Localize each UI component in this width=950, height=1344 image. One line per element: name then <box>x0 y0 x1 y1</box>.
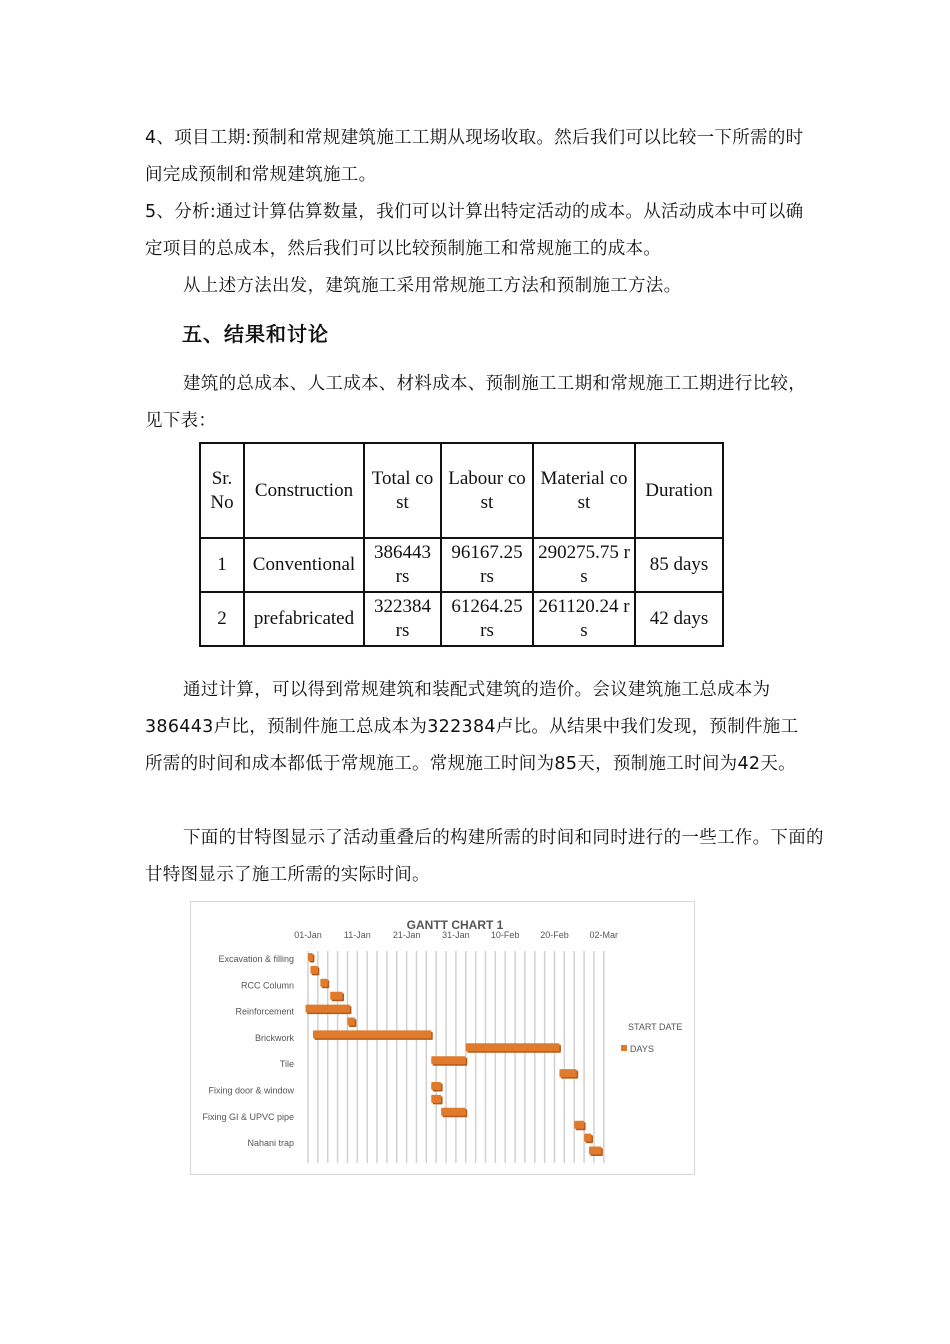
legend-start-date: START DATE <box>628 1022 683 1032</box>
category-label: Brickwork <box>254 1032 294 1043</box>
x-tick-label: 01-Jan <box>294 930 322 940</box>
table-cell: 2 <box>200 592 244 646</box>
gantt-bar <box>431 1056 466 1064</box>
gantt-bar <box>466 1043 560 1051</box>
gantt-bar <box>589 1147 601 1155</box>
paragraph-gantt-intro: 下面的甘特图显示了活动重叠后的构建所需的时间和同时进行的一些工作。下面的甘特图显示了施工所需的实际时间。 <box>145 828 824 885</box>
x-tick-label: 10-Feb <box>490 930 520 940</box>
gantt-bar <box>320 979 327 987</box>
gantt-bar <box>347 1018 354 1026</box>
category-label: Fixing door & window <box>208 1085 294 1096</box>
category-label: Excavation & filling <box>218 954 294 964</box>
paragraph-method: 从上述方法出发，建筑施工采用常规施工方法和预制施工方法。 <box>183 276 682 296</box>
gantt-bar <box>441 1108 466 1116</box>
gantt-bar <box>559 1069 576 1077</box>
category-label: Nahani trap <box>247 1138 294 1149</box>
table-cell: 386443 rs <box>364 538 441 592</box>
table-cell: 290275.75 rs <box>533 538 635 592</box>
x-tick-label: 20-Feb <box>540 930 569 940</box>
table-row <box>200 592 723 646</box>
gantt-bar <box>313 1030 431 1038</box>
header-cell: Construction <box>244 443 364 538</box>
legend-days: DAYS <box>630 1044 654 1054</box>
section-heading: 五、结果和讨论 <box>182 322 329 346</box>
paragraph-table-intro: 建筑的总成本、人工成本、材料成本、预制施工工期和常规施工工期进行比较，见下表： <box>145 374 806 431</box>
legend-days-swatch <box>621 1045 627 1051</box>
gantt-bar <box>306 1005 350 1013</box>
gantt-bar <box>431 1095 441 1103</box>
table-header-row <box>200 443 723 538</box>
header-cell: Total cost <box>364 443 441 538</box>
x-tick-label: 11-Jan <box>343 930 371 940</box>
x-tick-label: 31-Jan <box>442 930 470 940</box>
gantt-bar <box>310 966 317 974</box>
x-tick-label: 21-Jan <box>392 930 421 940</box>
table-cell: prefabricated <box>244 592 364 646</box>
header-cell: Duration <box>635 443 723 538</box>
table-cell: 42 days <box>635 592 723 646</box>
table-cell: 96167.25 rs <box>441 538 533 592</box>
category-label: Reinforcement <box>235 1006 294 1017</box>
gantt-bar <box>574 1121 584 1129</box>
category-label: RCC Column <box>240 980 294 991</box>
chart-title: GANTT CHART 1 <box>406 918 504 932</box>
header-cell: Material cost <box>533 443 635 538</box>
table-cell: 261120.24 rs <box>533 592 635 646</box>
header-cell: Labour cost <box>441 443 533 538</box>
gantt-bar <box>431 1082 441 1090</box>
gantt-chart <box>190 901 695 1175</box>
table-cell: 1 <box>200 538 244 592</box>
category-label: Fixing GI & UPVC pipe <box>202 1111 294 1122</box>
x-tick-label: 02-Mar <box>589 930 619 940</box>
paragraph-item-5: 5、分析:通过计算估算数量，我们可以计算出特定活动的成本。从活动成本中可以确定项目的总成本，然后我们可以比较预制施工和常规施工的成本。 <box>145 202 804 259</box>
table-cell: 322384 rs <box>364 592 441 646</box>
table-cell: Conventional <box>244 538 364 592</box>
gantt-bar <box>330 992 342 1000</box>
paragraph-item-4: 4、项目工期:预制和常规建筑施工工期从现场收取。然后我们可以比较一下所需的时间完成预制和常规建筑施工。 <box>145 128 804 185</box>
paragraph-cost-result: 通过计算，可以得到常规建筑和装配式建筑的造价。会议建筑施工总成本为386443卢比，预制件施工总成本为322384卢比。从结果中我们发现，预制件施工所需的时间和成本都低于常规施工。常规施工时间为85天，预制施工时间为42天。 <box>145 680 799 774</box>
gantt-bar <box>584 1134 591 1142</box>
gantt-bar <box>308 953 313 961</box>
header-cell: Sr.No <box>200 443 244 538</box>
category-label: Tile <box>279 1059 294 1070</box>
comparison-table <box>199 442 724 647</box>
table-cell: 61264.25 rs <box>441 592 533 646</box>
table-cell: 85 days <box>635 538 723 592</box>
table-row <box>200 538 723 592</box>
